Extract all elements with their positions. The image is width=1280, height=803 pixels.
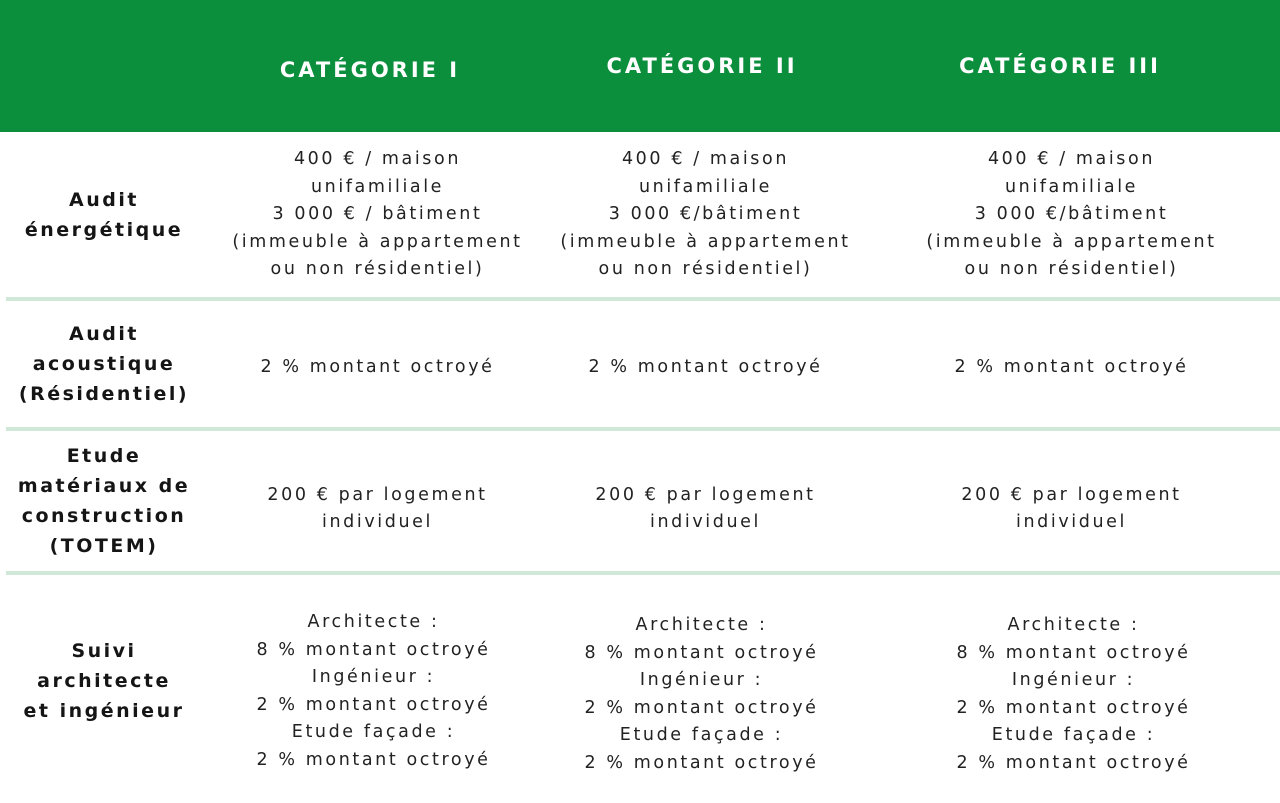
cell-line: 200 € par logement	[267, 484, 488, 505]
cell-line: 200 € par logement	[595, 484, 816, 505]
row-label-line: Audit	[69, 323, 139, 345]
cell-line: 2 % montant octroyé	[584, 752, 819, 773]
cell-line: individuel	[322, 512, 433, 532]
cell-line: ou non résidentiel)	[598, 259, 813, 280]
cell-suivi-architecte-cat2	[549, 612, 854, 777]
row-label-line: matériaux de	[17, 475, 191, 497]
cell-line: Architecte :	[635, 615, 768, 635]
row-label-etude-materiaux	[6, 431, 202, 571]
cell-line: Architecte :	[1007, 615, 1140, 635]
cell-line: 3 000 €/bâtiment	[974, 204, 1169, 225]
header-category-2: CATÉGORIE II	[606, 54, 798, 78]
cell-audit-energetique-cat2	[553, 146, 858, 284]
cell-line: 2 % montant octroyé	[260, 357, 495, 378]
cell-line: individuel	[1016, 512, 1127, 532]
cell-line: unifamiliale	[310, 176, 445, 197]
cell-line: (immeuble à appartement	[232, 231, 523, 252]
cell-line: unifamiliale	[638, 176, 773, 197]
table-row-audit-energetique	[0, 132, 1280, 298]
cell-audit-acoustique-cat1	[225, 353, 530, 383]
row-label-audit-acoustique	[6, 301, 202, 427]
header-category-3: CATÉGORIE III	[959, 54, 1161, 78]
cell-line: 8 % montant octroyé	[584, 642, 819, 663]
cell-line: 2 % montant octroyé	[256, 749, 491, 770]
row-label-line: (Résidentiel)	[18, 383, 190, 405]
header-category-1: CATÉGORIE I	[279, 58, 461, 82]
cell-line: Architecte :	[307, 612, 440, 632]
table-row-etude-materiaux	[0, 431, 1280, 571]
cell-suivi-architecte-cat3	[921, 612, 1226, 777]
table-row-audit-acoustique	[0, 301, 1280, 427]
cell-suivi-architecte-cat1	[221, 609, 526, 774]
table-header	[0, 0, 1280, 132]
cell-etude-materiaux-cat2	[553, 481, 858, 537]
cell-audit-acoustique-cat2	[553, 353, 858, 383]
cell-line: 3 000 € / bâtiment	[272, 204, 483, 225]
cell-line: 2 % montant octroyé	[584, 697, 819, 718]
cell-line: 2 % montant octroyé	[956, 752, 1191, 773]
cell-etude-materiaux-cat3	[919, 481, 1224, 537]
cell-line: 2 % montant octroyé	[954, 357, 1189, 378]
row-label-line: (TOTEM)	[49, 535, 159, 557]
row-label-audit-energetique	[6, 132, 202, 298]
cell-line: (immeuble à appartement	[926, 231, 1217, 252]
cell-line: Ingénieur :	[1011, 670, 1136, 690]
row-label-line: acoustique	[32, 353, 176, 375]
cell-line: 400 € / maison	[621, 149, 790, 170]
row-label-line: construction	[21, 505, 187, 527]
row-label-line: architecte	[37, 670, 171, 692]
cell-line: 8 % montant octroyé	[256, 639, 491, 660]
cell-line: 2 % montant octroyé	[588, 357, 823, 378]
row-label-line: Suivi	[71, 640, 137, 662]
cell-etude-materiaux-cat1	[225, 481, 530, 537]
table-row-suivi-architecte	[0, 575, 1280, 803]
cell-line: 8 % montant octroyé	[956, 642, 1191, 663]
cell-line: 2 % montant octroyé	[956, 697, 1191, 718]
row-label-line: et ingénieur	[23, 700, 185, 722]
cell-line: individuel	[650, 512, 761, 532]
cell-line: 400 € / maison	[293, 149, 462, 170]
row-label-line: Audit	[69, 189, 139, 211]
cell-line: Etude façade :	[991, 725, 1156, 745]
cell-line: 200 € par logement	[961, 484, 1182, 505]
cell-audit-energetique-cat3	[919, 146, 1224, 284]
cell-line: (immeuble à appartement	[560, 231, 851, 252]
cell-line: Etude façade :	[619, 725, 784, 745]
cell-line: 3 000 €/bâtiment	[608, 204, 803, 225]
cell-line: unifamiliale	[1004, 176, 1139, 197]
cell-line: ou non résidentiel)	[270, 259, 485, 280]
cell-line: Etude façade :	[291, 722, 456, 742]
row-label-line: Etude	[66, 445, 142, 467]
cell-line: 400 € / maison	[987, 149, 1156, 170]
cell-line: Ingénieur :	[639, 670, 764, 690]
cell-line: Ingénieur :	[311, 667, 436, 687]
row-label-line: énergétique	[24, 219, 184, 241]
cell-audit-energetique-cat1	[225, 146, 530, 284]
cell-audit-acoustique-cat3	[919, 353, 1224, 383]
cell-line: ou non résidentiel)	[964, 259, 1179, 280]
row-label-suivi-architecte	[6, 575, 202, 787]
cell-line: 2 % montant octroyé	[256, 694, 491, 715]
